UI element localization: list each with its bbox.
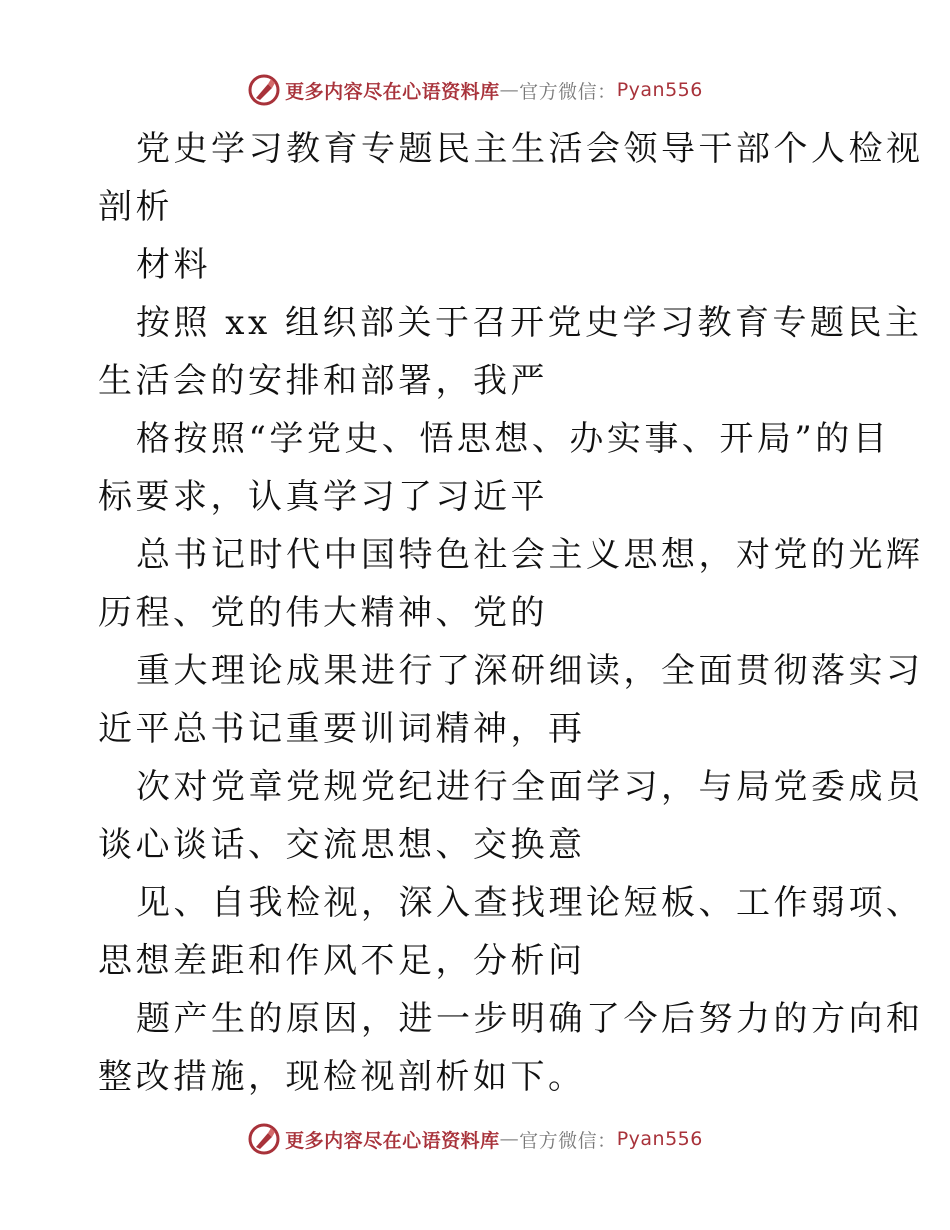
text-line: 材料 xyxy=(136,245,211,285)
text-line: 思想差距和作风不足，分析问 xyxy=(98,941,586,981)
text-line: 近平总书记重要训词精神，再 xyxy=(98,709,586,749)
watermark-official-label: 官方微信： xyxy=(519,1129,617,1152)
text-line: 谈心谈话、交流思想、交换意 xyxy=(98,825,586,865)
text-line: 历程、党的伟大精神、党的 xyxy=(98,593,548,633)
text-line: 剖析 xyxy=(98,187,173,227)
watermark-separator: — xyxy=(499,1128,520,1150)
text-line: 见、自我检视，深入查找理论短板、工作弱项、 xyxy=(136,883,924,923)
text-line: 党史学习教育专题民主生活会领导干部个人检视 xyxy=(136,129,924,169)
watermark-official-label: 官方微信： xyxy=(519,80,617,103)
document-body xyxy=(98,120,924,1106)
watermark-main-text: 更多内容尽在心语资料库 xyxy=(285,80,500,103)
watermark-header xyxy=(0,70,950,110)
pen-nib-logo-icon xyxy=(247,1122,281,1156)
text-line: 次对党章党规党纪进行全面学习，与局党委成员 xyxy=(136,767,924,807)
text-line: 生活会的安排和部署，我严 xyxy=(98,361,548,401)
watermark-footer xyxy=(0,1119,950,1159)
watermark-wechat-id: Pyan556 xyxy=(616,79,703,101)
text-line: 重大理论成果进行了深研细读，全面贯彻落实习 xyxy=(136,651,924,691)
text-line: 按照 xx 组织部关于召开党史学习教育专题民主 xyxy=(136,303,923,343)
text-line: 整改措施，现检视剖析如下。 xyxy=(98,1057,586,1097)
pen-nib-logo-icon xyxy=(247,73,281,107)
text-line: 格按照“学党史、悟思想、办实事、开局”的目 xyxy=(136,419,891,459)
watermark-separator: — xyxy=(499,79,520,101)
text-line: 标要求，认真学习了习近平 xyxy=(98,477,548,517)
text-line: 总书记时代中国特色社会主义思想，对党的光辉 xyxy=(136,535,924,575)
text-line: 题产生的原因，进一步明确了今后努力的方向和 xyxy=(136,999,924,1039)
watermark-main-text: 更多内容尽在心语资料库 xyxy=(285,1129,500,1152)
watermark-wechat-id: Pyan556 xyxy=(616,1128,703,1150)
